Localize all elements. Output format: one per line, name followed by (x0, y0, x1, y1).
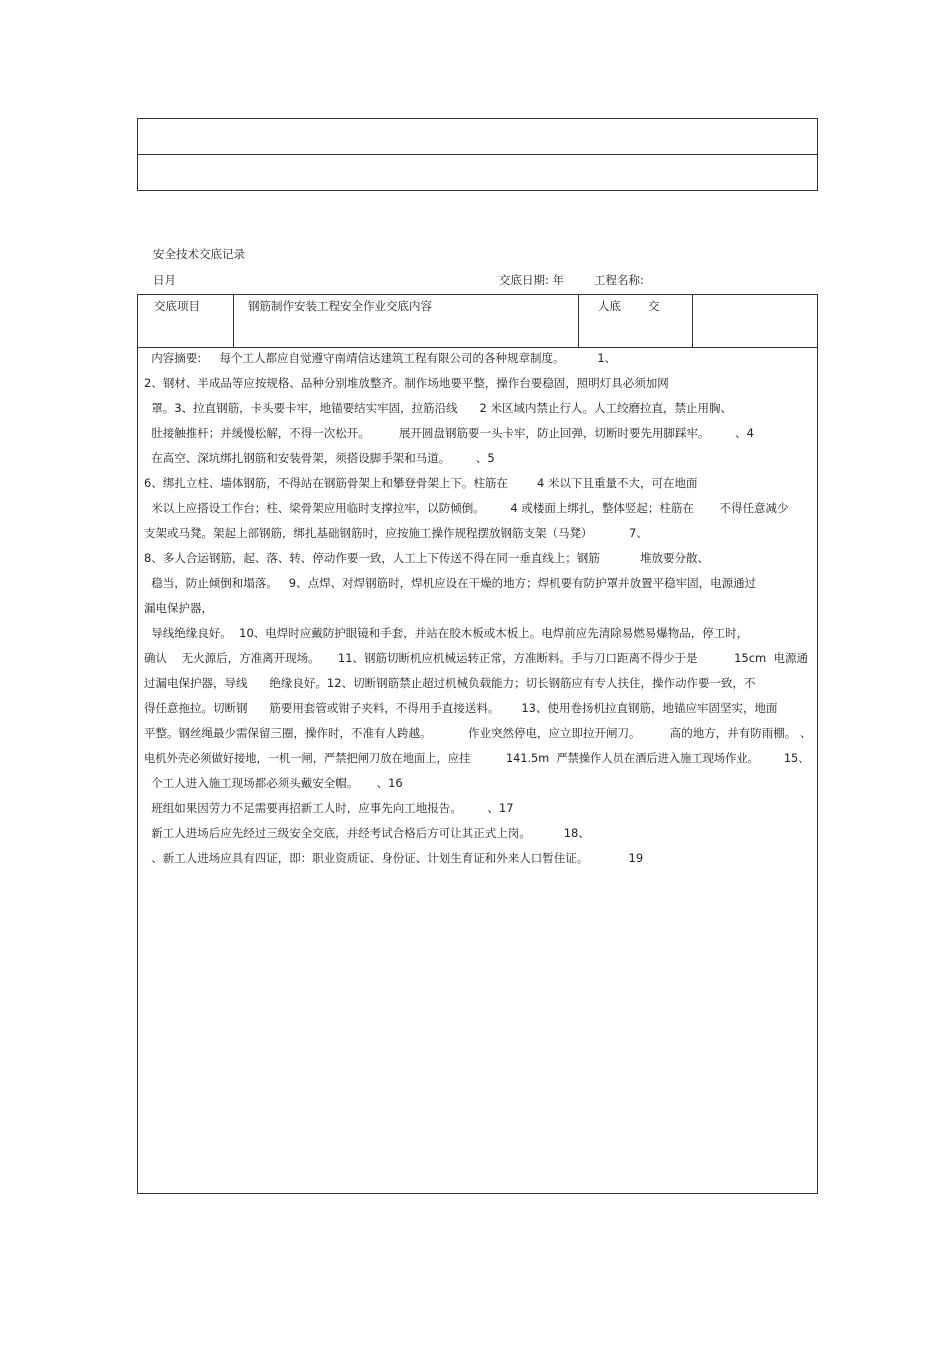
content-line: 米以上应搭设工作台；柱、梁骨架应用临时支撑拉牢，以防倾倒。 4 或楼面上绑扎，整体竖起；柱筋在 不得任意减少 (144, 501, 789, 515)
content-line: 新工人进场后应先经过三级安全交底，并经考试合格后方可让其正式上岗。 18、 (144, 826, 590, 840)
person-label-2: 交 (648, 299, 660, 313)
item-value: 钢筋制作安装工程安全作业交底内容 (248, 299, 432, 313)
content-line: 8、多人合运钢筋，起、落、转、停动作要一致，人工上下传送不得在同一垂直线上；钢筋 堆放要分散、 (144, 551, 710, 565)
document-title: 安全技术交底记录 (153, 247, 245, 261)
content-body (144, 350, 813, 1193)
col-divider-3 (692, 295, 693, 347)
content-line: 得任意拖拉。切断钢 筋要用套管或钳子夹料，不得用手直接送料。 13、使用卷扬机拉直钢筋，地锚应牢固坚实，地面 (144, 701, 778, 715)
content-line: 电机外壳必须做好接地，一机一闸，严禁把闸刀放在地面上，应挂 141.5m 严禁操作人员在酒后进入施工现场作业。 15、 (144, 752, 810, 765)
content-line: 平整。钢丝绳最少需保留三圈，操作时，不准有人跨越。 作业突然停电，应立即拉开闸刀。 高的地方，并有防雨棚。 、 (144, 726, 812, 740)
content-line: 、新工人进场应具有四证，即：职业资质证、身份证、计划生育证和外来人口暂住证。 19 (144, 851, 644, 865)
person-label: 人底 (598, 299, 621, 313)
content-line: 班组如果因劳力不足需要再招新工人时，应事先向工地报告。 、17 (144, 801, 514, 815)
meta-date: 交底日期: 年 (499, 273, 565, 287)
content-line: 个工人进入施工现场都必须头戴安全帽。 、16 (144, 776, 403, 790)
content-line: 稳当，防止倾倒和塌落。 9、点焊、对焊钢筋时，焊机应设在干燥的地方；焊机要有防护罩并放置平稳牢固，电源通过 (144, 576, 757, 590)
content-line: 过漏电保护器，导线 绝缘良好。12、切断钢筋禁止超过机械负载能力；切长钢筋应有专人扶住，操作动作要一致，不 (144, 676, 756, 690)
top-empty-box-1 (137, 118, 818, 155)
content-line: 罩。3、拉直钢筋，卡头要卡牢，地锚要结实牢固，拉筋沿线 2 米区域内禁止行人。人工绞磨拉直，禁止用胸、 (144, 401, 733, 415)
content-line: 2、钢材、半成品等应按规格、品种分别堆放整齐。制作场地要平整，操作台要稳固，照明灯具必须加网 (144, 376, 669, 390)
content-line: 6、绑扎立柱、墙体钢筋，不得站在钢筋骨架上和攀登骨架上下。柱筋在 4 米以下且重量不大，可在地面 (144, 476, 698, 490)
content-line: 漏电保护器， (144, 601, 213, 615)
col-divider-1 (233, 295, 234, 347)
table-header-divider (138, 347, 817, 348)
content-line: 肚接触推杆；并缓慢松解，不得一次松开。 展开圆盘钢筋要一头卡牢，防止回弹，切断时要先用脚踩牢。 、4 (144, 426, 754, 440)
meta-project-name: 工程名称: (594, 273, 644, 287)
disclosure-table (137, 294, 818, 1194)
col-divider-2 (578, 295, 579, 347)
content-line: 内容摘要: 每个工人都应自觉遵守南靖信达建筑工程有限公司的各种规章制度。 1、 (144, 351, 617, 365)
content-line: 确认 无火源后，方准离开现场。 11、钢筋切断机应机械运转正常，方准断料。手与刀口距离不得少于是 15cm 电源通 (144, 651, 809, 665)
top-empty-box-2 (137, 154, 818, 191)
content-line: 在高空、深坑绑扎钢筋和安装骨架，须搭设脚手架和马道。 、5 (144, 451, 495, 465)
item-label: 交底项目 (154, 299, 200, 313)
meta-month-day: 日月 (153, 273, 176, 287)
content-line: 导线绝缘良好。 10、电焊时应戴防护眼镜和手套，并站在胶木板或木板上。电焊前应先清除易燃易爆物品，停工时， (144, 626, 749, 640)
content-line: 支架或马凳。架起上部钢筋，绑扎基础钢筋时，应按施工操作规程摆放钢筋支架（马凳） 7、 (144, 526, 648, 540)
